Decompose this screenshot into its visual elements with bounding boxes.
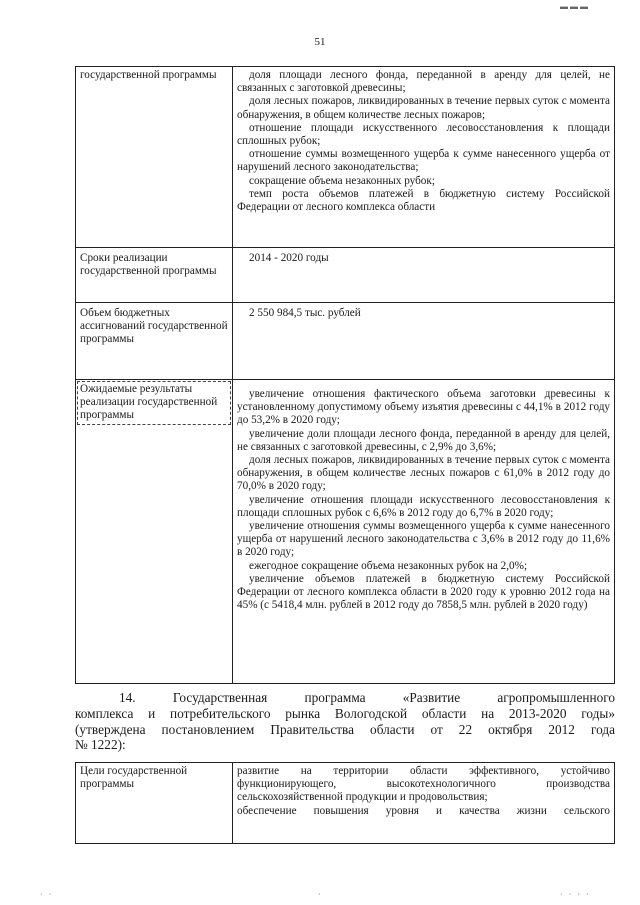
content-line: функционирующего, высокотехнологичного производства	[237, 778, 610, 791]
table-row	[76, 763, 615, 844]
list-item: отношение площади искусственного лесовосстановления к площади сплошных рубок;	[237, 121, 610, 148]
scan-edge-mark: ·	[318, 890, 323, 899]
page-number: 51	[314, 36, 326, 48]
row-content	[233, 67, 615, 248]
scan-edge-mark: · ·	[40, 890, 54, 899]
table-row	[76, 303, 615, 380]
content-line: развитие на территории области эффективного, устойчиво	[237, 765, 610, 777]
row-content	[233, 763, 615, 844]
table-row	[76, 67, 615, 248]
row-label: Ожидаемые результаты реализации государственной программы	[77, 381, 231, 425]
passport-table	[75, 66, 615, 684]
list-item: увеличение отношения фактического объема заготовки древесины к установленному допустимому объему изъятия древесины с 44,1% в 2012 году до 53,2% в 2020 году;	[237, 388, 610, 427]
heading-line: 14. Государственная программа «Развитие агропромышленного	[119, 690, 615, 705]
list-item: доля лесных пожаров, ликвидированных в течение первых суток с момента обнаружения, в общем количестве лесных пожаров;	[237, 95, 610, 121]
heading-line: комплекса и потребительского рынка Вологодской области на 2013-2020 годы»	[75, 705, 615, 721]
section-heading	[75, 690, 615, 753]
list-item: темп роста объемов платежей в бюджетную систему Российской Федерации от лесного комплекса области	[237, 187, 610, 214]
list-item: увеличение отношения площади искусственного лесовосстановления к площади сплошных рубок с 6,6% в 2012 году до 6,7% в 2020 году;	[237, 493, 610, 519]
list-item: отношение суммы возмещенного ущерба к сумме нанесенного ущерба от нарушений лесного законодательства;	[237, 148, 610, 174]
list-item: увеличение отношения суммы возмещенного ущерба к сумме нанесенного ущерба от нарушений лесного законодательства с 3,6% в 2012 году до 11,6% в 2020 году;	[237, 520, 610, 559]
row-label: Сроки реализации государственной программы	[76, 248, 233, 303]
list-item: ежегодное сокращение объема незаконных рубок на 2,0%;	[249, 559, 528, 572]
row-label: Объем бюджетных ассигнований государственной программы	[76, 303, 233, 380]
row-content	[233, 380, 615, 684]
row-label-cell	[76, 380, 233, 684]
heading-line: (утверждена постановлением Правительства области от 22 октября 2012 года	[75, 721, 615, 737]
table-row	[76, 248, 615, 303]
content-line: сельскохозяйственной продукции и продовольствия;	[237, 791, 488, 804]
row-content	[233, 248, 615, 303]
list-item: увеличение доли площади лесного фонда, переданной в аренду для целей, не связанных с заготовкой древесины, с 2,9% до 3,6%;	[237, 427, 610, 453]
scan-edge-mark: ▬▬▬	[560, 2, 590, 11]
list-item: доля площади лесного фонда, переданной в аренду для целей, не связанных с заготовкой древесины;	[237, 69, 610, 95]
list-item: сокращение объема незаконных рубок;	[249, 174, 435, 187]
row-content	[233, 303, 615, 380]
content-line: обеспечение повышения уровня и качества жизни сельского	[237, 804, 610, 817]
list-item: 2 550 984,5 тыс. рублей	[249, 307, 361, 319]
table-row	[76, 380, 615, 684]
heading-line: № 1222):	[75, 737, 126, 753]
list-item: доля лесных пожаров, ликвидированных в течение первых суток с момента обнаружения, в общем количестве лесных пожаров с 61,0% в 2012 году до 70,0% в 2020 году;	[237, 454, 610, 493]
row-label: Цели государственной программы	[76, 763, 233, 844]
program-goals-table	[75, 762, 615, 844]
list-item: увеличение объемов платежей в бюджетную систему Российской Федерации от лесного комплекса области в 2020 году к уровню 2012 года на 45% (с 5418,4 млн. рублей в 2012 году до 7858,5 млн. рублей в 2020 году)	[237, 572, 610, 612]
scan-edge-mark: · · · ·	[560, 890, 591, 899]
row-label: государственной программы	[76, 67, 233, 248]
list-item: 2014 - 2020 годы	[249, 252, 329, 264]
